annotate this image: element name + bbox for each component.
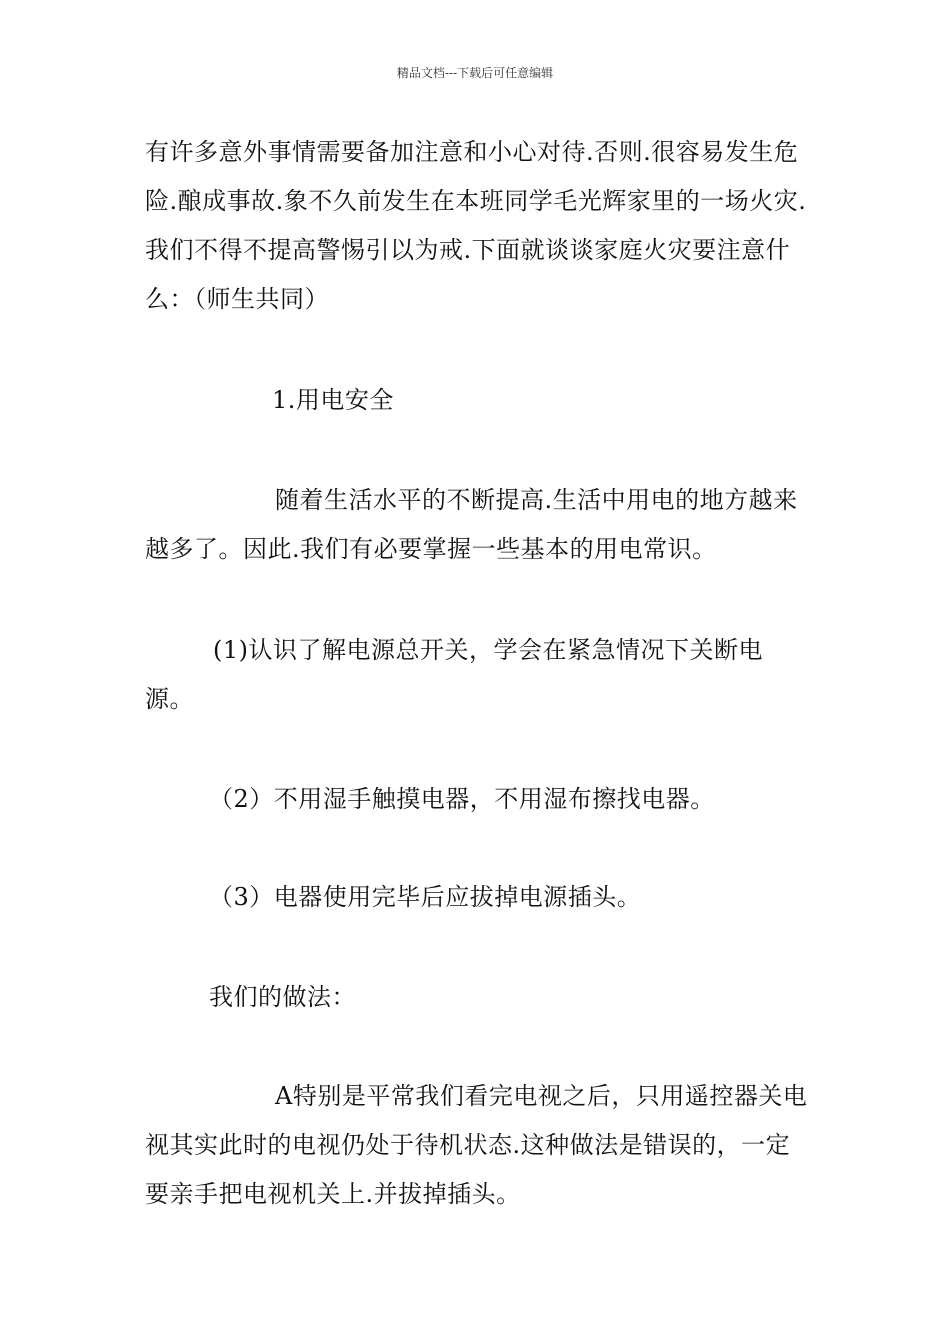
list-item-3: （3）电器使用完毕后应拔掉电源插头。 bbox=[209, 883, 642, 911]
section-paragraph: 随着生活水平的不断提高.生活中用电的地方越来越多了。因此.我们有必要掌握一些基本的用电常识。 bbox=[145, 486, 798, 563]
method-title: 我们的做法： bbox=[209, 983, 356, 1011]
page-header: 精品文档---下载后可任意编辑 bbox=[396, 66, 554, 80]
list-item-2: （2）不用湿手触摸电器，不用湿布擦找电器。 bbox=[209, 785, 715, 813]
list-item-1: (1)认识了解电源总开关，学会在紧急情况下关断电源。 bbox=[145, 636, 763, 713]
method-a-paragraph: A特别是平常我们看完电视之后，只用遥控器关电视其实此时的电视仍处于待机状态.这种做法是错误的，一定要亲手把电视机关上.并拔掉插头。 bbox=[145, 1082, 808, 1208]
section-heading: 1.用电安全 bbox=[272, 386, 394, 414]
intro-paragraph: 有许多意外事情需要备加注意和小心对待.否则.很容易发生危险.酿成事故.象不久前发生在本班同学毛光辉家里的一场火灾.我们不得不提高警惕引以为戒.下面就谈谈家庭火灾要注意什么：（师生共同） bbox=[145, 138, 807, 313]
